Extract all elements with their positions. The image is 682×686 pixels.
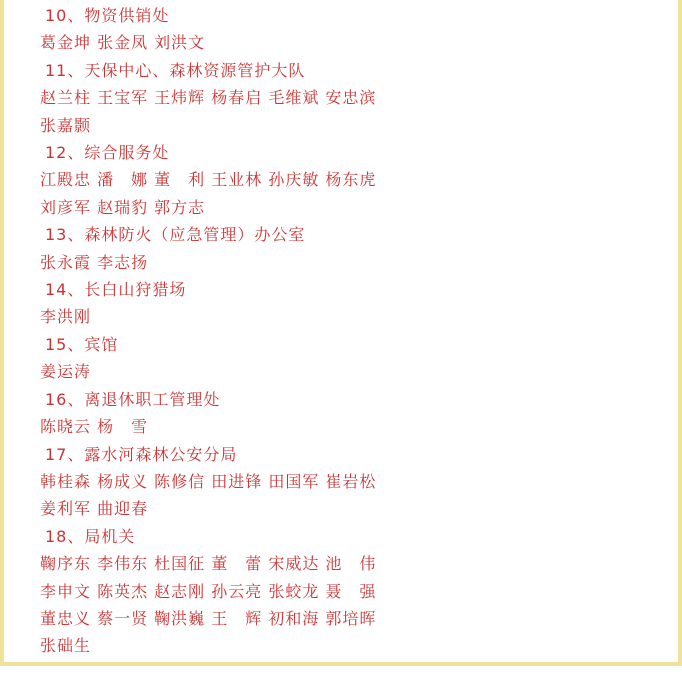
names-line-10-1: 葛金坤 张金凤 刘洪文 xyxy=(40,33,206,53)
names-line-11-1: 赵兰柱 王宝军 王炜辉 杨春启 毛维斌 安忠滨 xyxy=(40,88,377,108)
section-heading-16: 16、离退休职工管理处 xyxy=(45,389,221,409)
names-line-12-1: 江殿忠 潘 娜 董 利 王业林 孙庆敏 杨东虎 xyxy=(40,170,377,190)
section-heading-10: 10、物资供销处 xyxy=(45,6,170,25)
names-line-17-1: 韩桂森 杨成义 陈修信 田进锋 田国军 崔岩松 xyxy=(40,471,377,491)
section-heading-18: 18、局机关 xyxy=(45,526,136,546)
names-line-16-1: 陈晓云 杨 雪 xyxy=(40,417,149,437)
names-line-17-2: 姜利军 曲迎春 xyxy=(40,499,149,519)
section-heading-13: 13、森林防火（应急管理）办公室 xyxy=(45,225,306,245)
names-line-18-3: 董忠义 蔡一贤 鞠洪巍 王 辉 初和海 郭培晖 xyxy=(40,608,377,628)
names-line-18-4: 张础生 xyxy=(40,636,92,656)
names-line-15-1: 姜运涛 xyxy=(40,362,92,382)
names-line-18-2: 李申文 陈英杰 赵志刚 孙云亮 张蛟龙 聂 强 xyxy=(40,581,377,601)
section-heading-14: 14、长白山狩猎场 xyxy=(45,280,187,300)
section-heading-17: 17、露水河森林公安分局 xyxy=(45,444,238,464)
section-heading-11: 11、天保中心、森林资源管护大队 xyxy=(45,60,306,80)
section-heading-15: 15、宾馆 xyxy=(45,334,119,354)
names-line-11-2: 张嘉颢 xyxy=(40,115,92,135)
names-line-13-1: 张永霞 李志扬 xyxy=(40,252,149,272)
names-line-18-1: 鞠序东 李伟东 杜国征 董 蕾 宋威达 池 伟 xyxy=(40,554,377,574)
names-line-14-1: 李洪刚 xyxy=(40,307,92,327)
names-line-12-2: 刘彦军 赵瑞豹 郭方志 xyxy=(40,197,206,217)
section-heading-12: 12、综合服务处 xyxy=(45,143,170,163)
